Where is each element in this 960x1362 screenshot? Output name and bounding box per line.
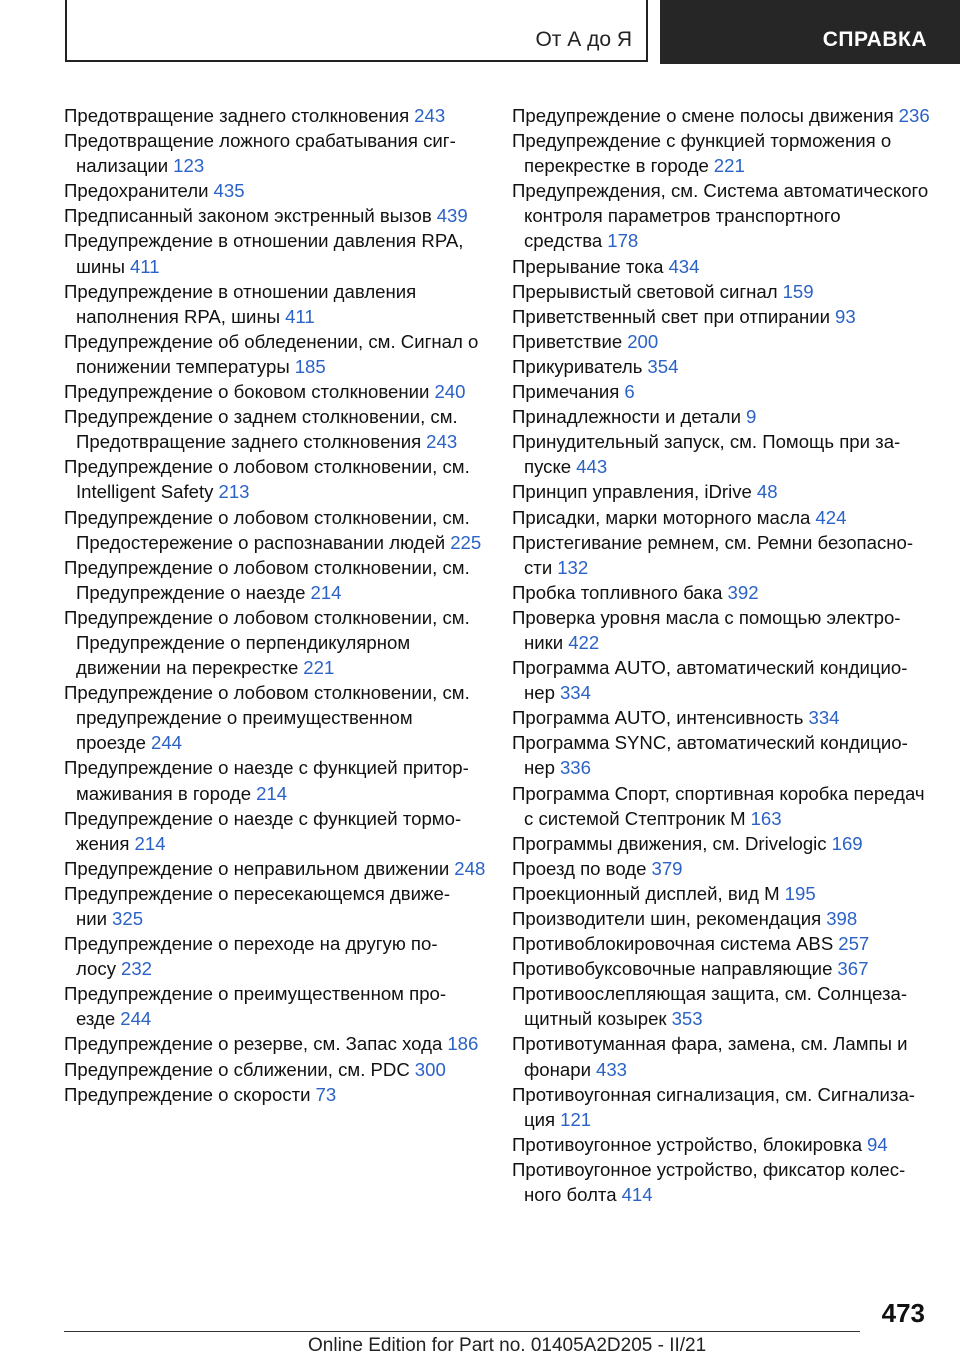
index-entry [512,304,932,329]
index-entry [64,680,494,755]
page-reference-link[interactable]: 422 [568,631,600,653]
page-reference-link[interactable]: 163 [750,807,782,829]
header-section-label: От А до Я [535,28,632,51]
index-entry-term: Предупреждение о лобовом столкновении, см. Предупреждение о перпендикулярном движении на перекрестке [64,606,470,679]
page-reference-link[interactable]: 6 [624,381,635,403]
header-chapter-tab [660,0,960,64]
index-column-right [512,103,932,1207]
page-reference-link[interactable]: 439 [436,205,468,227]
page-reference-link[interactable]: 225 [450,531,482,553]
index-entry-term: Предупреждение о неправильном движении [64,857,450,879]
index-entry [512,781,932,831]
index-entry-term: Противоугонная сигнализация, см. Сигнализация [512,1083,915,1130]
index-entry-term: Противоослепляющая защита, см. Солнцезащитный козырек [512,983,908,1030]
index-entry [64,605,494,680]
page-reference-link[interactable]: 132 [557,556,589,578]
index-entry-term: Приветствие [512,330,623,352]
page-reference-link[interactable]: 73 [315,1083,337,1105]
index-entry [512,178,932,253]
index-entry-term: Предупреждение о боковом столкновении [64,381,430,403]
index-entry-term: Предохранители [64,180,209,202]
index-entry-term: Предупреждение о переходе на другую полосу [64,933,438,980]
page-reference-link[interactable]: 169 [831,832,863,854]
index-entry [64,279,494,329]
index-entry-term: Предупреждение в отношении давления наполнения RPA, шины [64,280,417,327]
index-entry [512,605,932,655]
index-entry [512,831,932,856]
page-reference-link[interactable]: 334 [559,682,591,704]
page-number: 473 [881,1298,925,1328]
page-reference-link[interactable]: 244 [120,1008,152,1030]
index-entry [64,228,494,278]
footer-divider [64,1331,860,1332]
index-entry [512,1082,932,1132]
index-entry-term: Принадлежности и детали [512,406,741,428]
page-reference-link[interactable]: 221 [713,155,745,177]
index-entry-term: Прерывистый световой сигнал [512,280,778,302]
index-entry [512,856,932,881]
index-entry [64,856,494,881]
index-entry [64,931,494,981]
index-entry [64,178,494,203]
page-reference-link[interactable]: 48 [756,481,778,503]
index-entry-term: Прерывание тока [512,255,664,277]
index-entry-term: Предписанный законом экстренный вызов [64,205,432,227]
index-entry-term: Противоблокировочная система ABS [512,933,834,955]
page-reference-link[interactable]: 398 [826,908,858,929]
index-entry-term: Присадки, марки моторного масла [512,506,811,528]
page-reference-link[interactable]: 336 [559,757,591,779]
index-entry [512,705,932,730]
index-entry-term: Предупреждение об обледенении, см. Сигнал о понижении температуры [64,330,479,377]
index-entry-term: Противоугонное устройство, фиксатор колесного болта [512,1158,906,1206]
page-reference-link[interactable]: 232 [121,958,153,980]
index-entry-term: Предупреждение о смене полосы движения [512,105,894,126]
index-entry-term: Программа Спорт, спортивная коробка передач с системой Стептроник M [512,782,925,829]
page-reference-link[interactable]: 236 [898,105,930,126]
index-entry [512,580,932,605]
index-entry [512,103,932,128]
index-entry [512,379,932,404]
index-entry-term: Предупреждения, см. Система автоматического контроля параметров транспортного средства [512,180,929,252]
index-entry [512,931,932,956]
index-entry-term: Программа AUTO, автоматический кондиционер [512,657,908,704]
index-entry-term: Пристегивание ремнем, см. Ремни безопасности [512,531,914,578]
page-reference-link[interactable]: 354 [647,355,679,377]
index-entry-term: Предупреждение о заднем столкновении, см. Предотвращение заднего столкновения [64,406,458,453]
index-entry [512,429,932,479]
index-entry-term: Программа AUTO, интенсивность [512,707,804,729]
index-entry [64,806,494,856]
page-reference-link[interactable]: 185 [294,355,326,377]
page-reference-link[interactable]: 186 [447,1033,479,1055]
index-entry [64,404,494,454]
index-entry [64,203,494,228]
index-entry [512,329,932,354]
page-reference-link[interactable]: 392 [727,581,759,603]
index-entry [64,555,494,605]
index-entry [64,379,494,404]
index-entry-term: Предупреждение о резерве, см. Запас хода [64,1033,443,1055]
index-entry-term: Примечания [512,381,620,403]
index-entry [512,1132,932,1157]
index-entry [512,354,932,379]
page-reference-link[interactable]: 257 [838,933,870,955]
index-entry [512,881,932,906]
page-reference-link[interactable]: 178 [607,230,639,252]
page-reference-link[interactable]: 433 [595,1058,628,1080]
index-entry [512,655,932,705]
index-entry-term: Предупреждение о лобовом столкновении, см. предупреждение о преимущественном проезде [64,682,470,754]
page-reference-link[interactable]: 435 [213,180,245,202]
index-entry-term: Предупреждение о пересекающемся движении [64,882,451,929]
index-entry [512,1157,932,1207]
index-entry [512,479,932,504]
index-entry [512,981,932,1031]
index-entry-term: Предупреждение о скорости [64,1083,311,1105]
header-chapter-label: СПРАВКА [822,28,927,51]
index-entry-term: Программы движения, см. Drivelogic [512,832,827,854]
index-entry-term: Предупреждение с функцией торможения о перекрестке в городе [512,130,892,177]
page-reference-link[interactable]: 121 [560,1108,592,1130]
page-reference-link[interactable]: 244 [151,732,183,754]
page-reference-link[interactable]: 123 [173,155,205,177]
page-reference-link[interactable]: 248 [454,857,486,879]
index-entry [64,329,494,379]
index-entry-term: Предотвращение ложного срабатывания сигнализации [64,130,456,177]
header-section-tab [65,0,648,62]
page-reference-link[interactable]: 300 [414,1058,446,1080]
index-entry [512,730,932,780]
footer-edition: Online Edition for Part no. 01405A2D205 - II/21 [308,1335,707,1356]
page-reference-link[interactable]: 411 [129,255,160,277]
page-reference-link[interactable]: 214 [134,832,166,854]
page-reference-link[interactable]: 159 [782,280,814,302]
index-column-left [64,103,494,1107]
index-entry-term: Предупреждение о сближении, см. PDC [64,1058,410,1080]
index-entry-term: Пробка топливного бака [512,581,723,603]
index-entry [64,454,494,504]
index-entry [64,1031,494,1056]
page-reference-link[interactable]: 379 [651,857,683,879]
index-entry [64,505,494,555]
index-entry [64,1082,494,1107]
page-reference-link[interactable]: 214 [310,581,342,603]
index-entry [512,505,932,530]
index-entry [512,530,932,580]
index-entry [64,1057,494,1082]
index-entry-term: Проекционный дисплей, вид M [512,882,780,904]
page-reference-link[interactable]: 334 [808,707,840,729]
index-entry [64,981,494,1031]
page-reference-link[interactable]: 200 [627,330,659,352]
index-entry-term: Предупреждение о лобовом столкновении, см. Intelligent Safety [64,456,470,503]
page-reference-link[interactable]: 93 [835,305,856,327]
page-reference-link[interactable]: 353 [671,1008,703,1030]
index-entry [512,404,932,429]
page-reference-link[interactable]: 367 [837,958,869,980]
page-reference-link[interactable]: 243 [414,105,446,126]
index-entry-term: Предупреждение о лобовом столкновении, см. Предостережение о распознавании людей [64,506,470,553]
index-entry [64,103,494,128]
index-entry-term: Программа SYNC, автоматический кондиционер [512,732,908,779]
page-reference-link[interactable]: 221 [303,657,335,679]
index-entry-term: Прикуриватель [512,355,643,377]
index-entry-term: Предупреждение о наезде с функцией притормаживания в городе [64,757,469,804]
page-reference-link[interactable]: 9 [745,406,757,428]
page-reference-link[interactable]: 411 [285,305,315,327]
index-entry-term: Предотвращение заднего столкновения [64,105,410,126]
index-entry-term: Принцип управления, iDrive [512,481,752,503]
page-reference-link[interactable]: 195 [784,882,816,904]
page-reference-link[interactable]: 214 [256,782,288,804]
page-reference-link[interactable]: 243 [426,431,458,453]
page-reference-link[interactable]: 213 [218,481,250,503]
index-entry-term: Противобуксовочные направляющие [512,958,833,980]
index-entry-term: Проверка уровня масла с помощью электроники [512,606,901,653]
page-reference-link[interactable]: 240 [434,381,466,403]
index-entry [512,279,932,304]
page-reference-link[interactable]: 94 [867,1133,888,1155]
index-entry-term: Предупреждение о преимущественном проезде [64,983,447,1030]
index-entry [64,755,494,805]
index-entry-term: Производители шин, рекомендация [512,908,822,929]
index-entry [512,906,932,931]
index-entry [64,128,494,178]
index-entry [512,956,932,981]
index-entry-term: Проезд по воде [512,857,647,879]
index-entry [512,1031,932,1081]
index-entry-term: Предупреждение о наезде с функцией торможения [64,807,462,854]
index-entry-term: Приветственный свет при отпирании [512,305,831,327]
index-entry-term: Предупреждение о лобовом столкновении, см. Предупреждение о наезде [64,556,470,603]
index-entry [64,881,494,931]
index-entry-term: Противотуманная фара, замена, см. Лампы и фонари [512,1033,908,1080]
index-entry-term: Противоугонное устройство, блокировка [512,1133,863,1155]
index-entry-term: Принудительный запуск, см. Помощь при запуске [512,431,901,478]
index-entry [512,128,932,178]
index-entry [512,254,932,279]
page-reference-link[interactable]: 325 [112,908,144,929]
page-reference-link[interactable]: 414 [621,1184,653,1206]
page-reference-link[interactable]: 443 [576,456,608,478]
page-reference-link[interactable]: 424 [815,506,847,528]
index-entry-term: Предупреждение в отношении давления RPA, шины [64,230,464,277]
page-reference-link[interactable]: 434 [668,255,700,277]
